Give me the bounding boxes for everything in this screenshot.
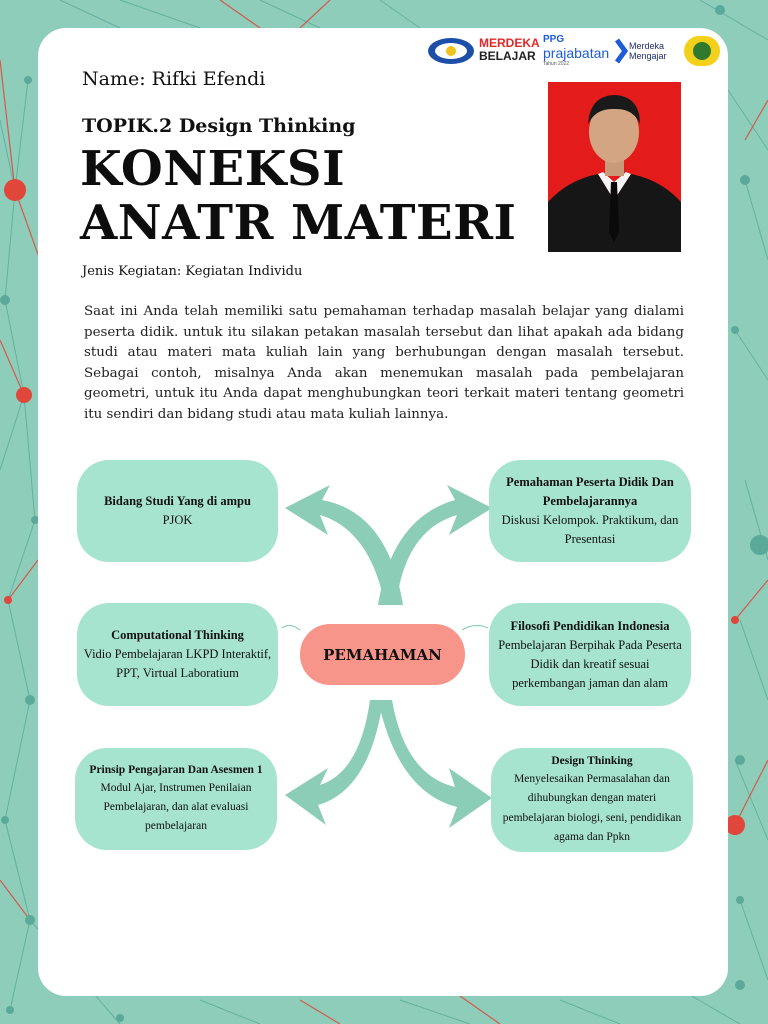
title-line-2: ANATR MATERI: [80, 195, 517, 251]
node-mid-right: [489, 603, 691, 706]
node-mid-left-heading: Computational Thinking: [111, 628, 244, 642]
merdeka-belajar-line2: BELAJAR: [479, 49, 536, 63]
node-top-left-heading: Bidang Studi Yang di ampu: [104, 494, 251, 508]
node-bottom-left: [75, 748, 277, 850]
ppg-year-label: Tahun 2022: [543, 61, 570, 67]
node-mid-right-body: Pembelajaran Berpihak Pada Peserta Didik dan kreatif sesuai perkembangan jaman dan alam: [498, 637, 682, 690]
node-top-left: [77, 460, 278, 562]
node-bottom-left-body: Modul Ajar, Instrumen Penilaian Pembelajaran, dan alat evaluasi pembelajaran: [100, 782, 252, 832]
node-top-left-body: PJOK: [162, 513, 193, 527]
ppg-label: PPG: [543, 34, 565, 45]
ppg-prajabatan-logo: [543, 34, 609, 67]
instruction-paragraph: Saat ini Anda telah memiliki satu pemahaman terhadap masalah belajar yang dialami peserta didik. untuk itu silakan petakan masalah tersebut dan lihat apakah ada bidang studi atau materi mata kuliah lain yang berhubungan dengan masalah tersebut. Sebagai contoh, misalnya Anda akan menemukan masalah pada pembelajaran geometri, untuk itu Anda dapat menghubungkan teori terkait materi tentang geometri itu sendiri dan bidang studi atau mata kuliah lainnya.: [84, 304, 684, 422]
merdeka-mengajar-line1: Merdeka: [629, 41, 665, 51]
profile-photo: [548, 82, 681, 252]
activity-type: Jenis Kegiatan: Kegiatan Individu: [82, 264, 303, 279]
page-title: [80, 142, 516, 250]
merdeka-belajar-logo: [479, 37, 540, 63]
node-bottom-right-heading: Design Thinking: [551, 754, 633, 767]
logo-bar: [427, 34, 722, 68]
node-mid-left-body: Vidio Pembelajaran LKPD Interaktif, PPT, Virtual Laboratium: [83, 647, 272, 680]
merdeka-belajar-line1: MERDEKA: [479, 36, 540, 50]
node-bottom-left-heading: Prinsip Pengajaran Dan Asesmen 1: [89, 764, 263, 776]
node-mid-left: [77, 603, 278, 706]
prajabatan-label: prajabatan: [543, 45, 610, 61]
node-bottom-right: [491, 748, 693, 852]
center-node: PEMAHAMAN: [300, 624, 465, 685]
node-top-right: [489, 460, 691, 562]
node-top-right-heading: Pemahaman Peserta Didik Dan Pembelajarannya: [506, 475, 674, 508]
merdeka-mengajar-logo: [629, 41, 667, 61]
node-mid-right-heading: Filosofi Pendidikan Indonesia: [510, 618, 670, 633]
node-bottom-right-body: Menyelesaikan Permasalahan dan dihubungkan dengan materi pembelajaran biologi, seni, pendidikan agama dan Ppkn: [502, 772, 682, 843]
person-portrait: [548, 82, 681, 252]
node-top-right-body: Diskusi Kelompok. Praktikum, dan Presentasi: [501, 513, 679, 546]
student-name: Name: Rifki Efendi: [82, 68, 266, 90]
title-line-1: KONEKSI: [80, 141, 346, 197]
topic-label: TOPIK.2 Design Thinking: [82, 115, 356, 137]
merdeka-mengajar-line2: Mengajar: [629, 51, 667, 61]
